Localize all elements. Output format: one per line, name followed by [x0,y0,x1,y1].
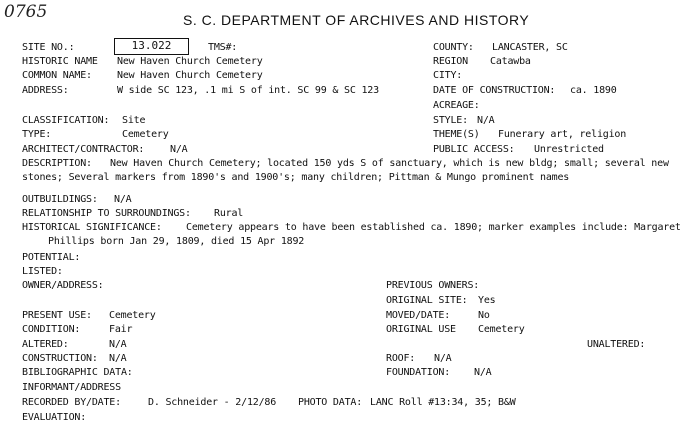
present-use-label: PRESENT USE: [22,310,92,321]
region-label: REGION [433,56,468,67]
county-label: COUNTY: [433,42,474,53]
recorded-by-value: D. Schneider - 2/12/86 [148,397,277,408]
bibliographic-label: BIBLIOGRAPHIC DATA: [22,367,133,378]
original-site-label: ORIGINAL SITE: [386,295,468,306]
handwritten-number: 0765 [4,2,48,22]
original-site-value: Yes [478,295,496,306]
style-label: STYLE: [433,115,468,126]
original-use-label: ORIGINAL USE [386,324,456,335]
condition-label: CONDITION: [22,324,81,335]
historic-name-value: New Haven Church Cemetery [117,56,263,67]
site-no-value: 13.022 [131,39,172,52]
historic-name-label: HISTORIC NAME [22,56,98,67]
classification-label: CLASSIFICATION: [22,115,110,126]
site-no-label: SITE NO.: [22,42,75,53]
architect-label: ARCHITECT/CONTRACTOR: [22,144,145,155]
site-no-box [114,38,189,55]
classification-value: Site [122,115,146,126]
roof-value: N/A [434,353,452,364]
recorded-by-label: RECORDED BY/DATE: [22,397,121,408]
listed-label: LISTED: [22,266,63,277]
common-name-value: New Haven Church Cemetery [117,70,263,81]
themes-value: Funerary art, religion [498,129,627,140]
date-of-construction-value: ca. 1890 [570,85,617,96]
construction-value: N/A [109,353,127,364]
description-label: DESCRIPTION: [22,158,92,169]
evaluation-label: EVALUATION: [22,412,87,423]
historical-significance-label: HISTORICAL SIGNIFICANCE: [22,222,162,233]
altered-value: N/A [109,339,127,350]
foundation-label: FOUNDATION: [386,367,451,378]
outbuildings-label: OUTBUILDINGS: [22,194,98,205]
type-label: TYPE: [22,129,52,140]
type-value: Cemetery [122,129,169,140]
previous-owners-label: PREVIOUS OWNERS: [386,280,480,291]
unaltered-label: UNALTERED: [587,339,646,350]
description-line-2: stones; Several markers from 1890's and 1900's; many children; Pittman & Mungo prominent names [22,172,570,183]
page-title: S. C. DEPARTMENT OF ARCHIVES AND HISTORY [183,12,530,28]
region-value: Catawba [490,56,531,67]
construction-label: CONSTRUCTION: [22,353,98,364]
acreage-label: ACREAGE: [433,100,480,111]
informant-label: INFORMANT/ADDRESS [22,382,121,393]
foundation-value: N/A [474,367,492,378]
potential-label: POTENTIAL: [22,252,81,263]
description-line-1: New Haven Church Cemetery; located 150 yds S of sanctuary, which is new bldg; small; several new [110,158,669,169]
photo-data-value: LANC Roll #13:34, 35; B&W [370,397,516,408]
moved-date-value: No [478,310,490,321]
owner-address-label: OWNER/ADDRESS: [22,280,104,291]
outbuildings-value: N/A [114,194,132,205]
city-label: CITY: [433,70,463,81]
public-access-value: Unrestricted [534,144,604,155]
county-value: LANCASTER, SC [492,42,568,53]
address-value: W side SC 123, .1 mi S of int. SC 99 & SC 123 [117,85,379,96]
historical-significance-line-2: Phillips born Jan 29, 1809, died 15 Apr 1892 [48,236,305,247]
condition-value: Fair [109,324,133,335]
address-label: ADDRESS: [22,85,69,96]
present-use-value: Cemetery [109,310,156,321]
photo-data-label: PHOTO DATA: [298,397,363,408]
altered-label: ALTERED: [22,339,69,350]
historical-significance-line-1: Cemetery appears to have been established ca. 1890; marker examples include: Margaret [186,222,681,233]
public-access-label: PUBLIC ACCESS: [433,144,515,155]
common-name-label: COMMON NAME: [22,70,92,81]
relationship-label: RELATIONSHIP TO SURROUNDINGS: [22,208,191,219]
original-use-value: Cemetery [478,324,525,335]
relationship-value: Rural [214,208,244,219]
tms-label: TMS#: [208,42,238,53]
roof-label: ROOF: [386,353,416,364]
themes-label: THEME(S) [433,129,480,140]
architect-value: N/A [170,144,188,155]
date-of-construction-label: DATE OF CONSTRUCTION: [433,85,556,96]
style-value: N/A [477,115,495,126]
moved-date-label: MOVED/DATE: [386,310,451,321]
